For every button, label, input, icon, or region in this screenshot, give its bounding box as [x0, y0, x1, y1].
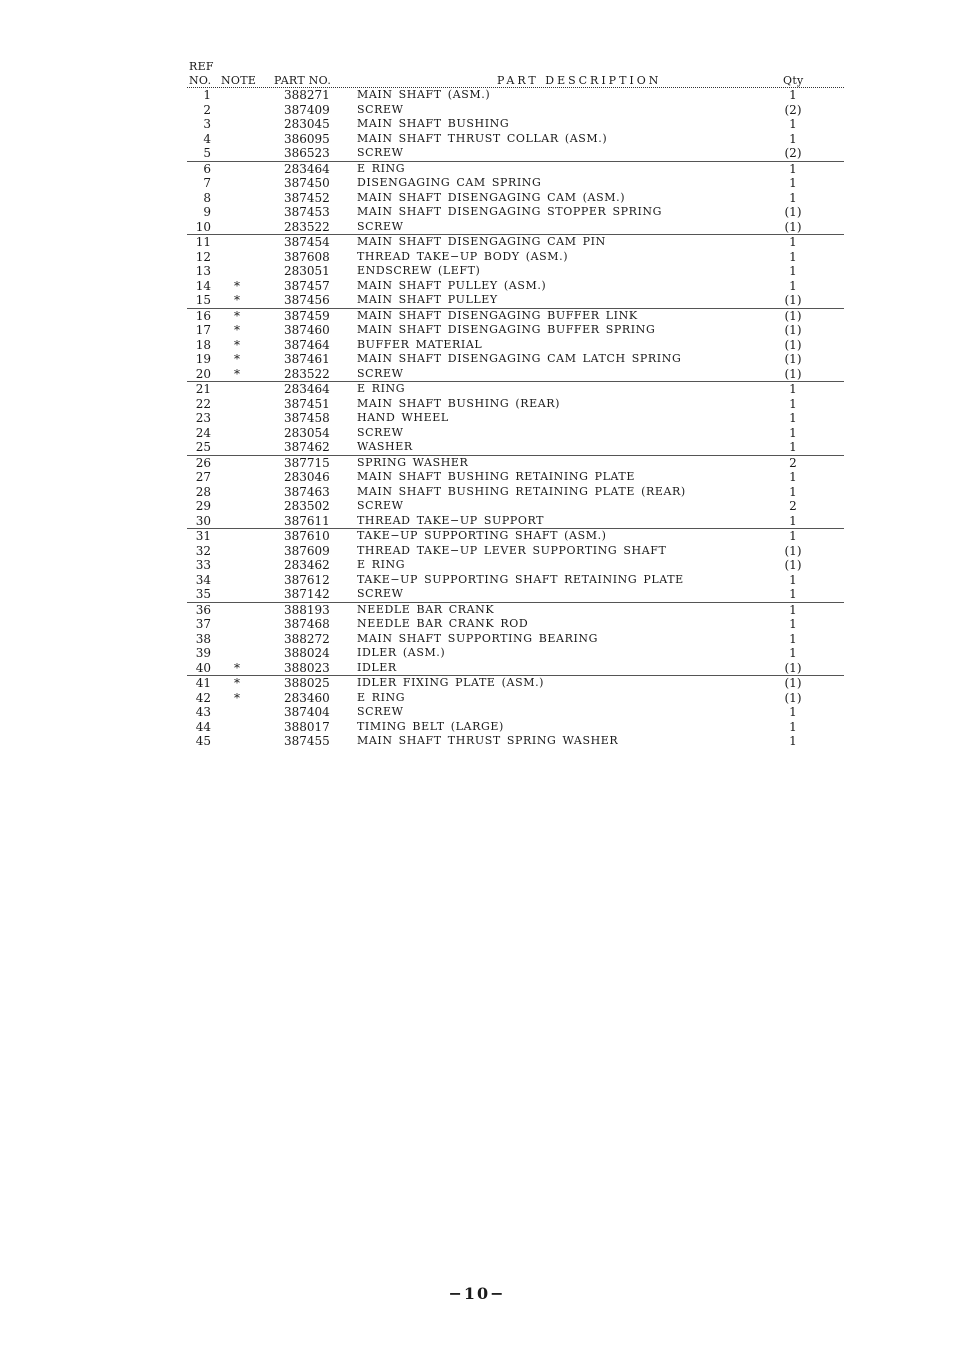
description-cell: IDLER FIXING PLATE (ASM.) — [357, 676, 545, 689]
qty-cell: 1 — [789, 190, 797, 205]
qty-cell: (1) — [784, 219, 802, 234]
description-cell: MAIN SHAFT DISENGAGING BUFFER LINK — [357, 308, 638, 322]
description-cell: MAIN SHAFT SUPPORTING BEARING — [357, 631, 599, 645]
description-cell: THREAD TAKE−UP SUPPORT — [357, 513, 545, 527]
qty-cell: (1) — [784, 293, 802, 307]
ref-cell: 3 — [203, 117, 211, 131]
table-row — [187, 367, 844, 383]
qty-cell: 1 — [789, 411, 797, 425]
ref-cell: 1 — [203, 88, 211, 102]
part-number-cell: 388024 — [284, 646, 330, 660]
ref-cell: 22 — [195, 396, 211, 411]
ref-cell: 30 — [195, 513, 211, 528]
table-row — [187, 470, 844, 485]
table-row — [187, 603, 844, 618]
description-cell: MAIN SHAFT BUSHING (REAR) — [357, 396, 561, 410]
qty-cell: 1 — [789, 602, 797, 617]
qty-cell: (1) — [784, 690, 802, 705]
description-cell: SCREW — [357, 146, 404, 159]
qty-cell: 1 — [789, 117, 797, 131]
ref-cell: 31 — [195, 529, 211, 543]
table-row — [187, 146, 844, 162]
description-cell: MAIN SHAFT THRUST COLLAR (ASM.) — [357, 131, 608, 145]
note-cell: * — [234, 323, 240, 337]
table-row — [187, 117, 844, 132]
ref-cell: 6 — [203, 161, 211, 176]
qty-cell: 1 — [789, 529, 797, 543]
description-cell: ENDSCREW (LEFT) — [357, 264, 481, 277]
description-cell: HAND WHEEL — [357, 411, 449, 424]
qty-cell: 2 — [789, 455, 797, 470]
qty-cell: (2) — [784, 102, 802, 117]
ref-cell: 39 — [195, 646, 211, 660]
part-number-cell: 386523 — [284, 146, 330, 160]
qty-cell: 1 — [789, 382, 797, 396]
description-cell: MAIN SHAFT BUSHING RETAINING PLATE (REAR) — [357, 484, 686, 498]
table-row — [187, 426, 844, 441]
qty-cell: 1 — [789, 631, 797, 646]
qty-cell: 1 — [789, 396, 797, 411]
qty-cell: 1 — [789, 176, 797, 190]
part-number-cell: 387610 — [284, 529, 330, 543]
part-number-cell: 283046 — [284, 470, 330, 484]
ref-cell: 24 — [195, 425, 211, 440]
ref-cell: 20 — [195, 366, 211, 381]
table-row — [187, 382, 844, 397]
qty-cell: 1 — [789, 646, 797, 660]
part-number-cell: 387455 — [284, 734, 330, 748]
ref-cell: 2 — [203, 102, 211, 117]
ref-cell: 41 — [195, 676, 211, 690]
ref-cell: 4 — [203, 131, 211, 146]
ref-cell: 26 — [195, 455, 211, 470]
table-row — [187, 617, 844, 632]
table-row — [187, 309, 844, 324]
description-cell: SCREW — [357, 425, 404, 439]
table-row — [187, 132, 844, 147]
header-part-description: PART DESCRIPTION — [497, 74, 662, 87]
qty-cell: (1) — [784, 352, 802, 366]
part-number-cell: 283464 — [284, 161, 330, 176]
table-row — [187, 88, 844, 103]
qty-cell: (1) — [784, 337, 802, 352]
qty-cell: 1 — [789, 278, 797, 293]
part-number-cell: 283502 — [284, 499, 330, 513]
table-row — [187, 499, 844, 514]
table-row — [187, 279, 844, 294]
table-row — [187, 632, 844, 647]
table-row — [187, 691, 844, 706]
part-number-cell: 283051 — [284, 264, 330, 278]
qty-cell: 2 — [789, 499, 797, 513]
part-number-cell: 387611 — [284, 513, 330, 528]
ref-cell: 17 — [195, 323, 211, 337]
part-number-cell: 387612 — [284, 572, 330, 587]
description-cell: MAIN SHAFT DISENGAGING CAM LATCH SPRING — [357, 352, 682, 365]
qty-cell: (1) — [784, 660, 802, 675]
part-number-cell: 388272 — [284, 631, 330, 646]
ref-cell: 10 — [195, 219, 211, 234]
qty-cell: (1) — [784, 366, 802, 381]
description-cell: TAKE−UP SUPPORTING SHAFT RETAINING PLATE — [357, 572, 684, 586]
description-cell: BUFFER MATERIAL — [357, 337, 483, 351]
table-row — [187, 573, 844, 588]
table-row — [187, 323, 844, 338]
part-number-cell: 283464 — [284, 382, 330, 396]
qty-cell: 1 — [789, 513, 797, 528]
table-row — [187, 352, 844, 367]
qty-cell: 1 — [789, 705, 797, 719]
page-number: −10− — [448, 1284, 506, 1303]
ref-cell: 25 — [195, 440, 211, 454]
table-row — [187, 397, 844, 412]
table-row — [187, 103, 844, 118]
part-number-cell: 386095 — [284, 131, 330, 146]
qty-cell: (1) — [784, 308, 802, 323]
qty-cell: 1 — [789, 264, 797, 278]
description-cell: THREAD TAKE−UP LEVER SUPPORTING SHAFT — [357, 543, 667, 557]
table-row — [187, 558, 844, 573]
ref-cell: 27 — [195, 470, 211, 484]
ref-cell: 42 — [195, 690, 211, 705]
part-number-cell: 387453 — [284, 205, 330, 219]
table-row — [187, 587, 844, 603]
description-cell: MAIN SHAFT BUSHING RETAINING PLATE — [357, 470, 635, 483]
part-number-cell: 387461 — [284, 352, 330, 366]
part-number-cell: 387458 — [284, 411, 330, 425]
qty-cell: 1 — [789, 131, 797, 146]
description-cell: MAIN SHAFT DISENGAGING BUFFER SPRING — [357, 323, 656, 336]
ref-cell: 19 — [195, 352, 211, 366]
ref-cell: 5 — [203, 146, 211, 160]
qty-cell: 1 — [789, 470, 797, 484]
part-number-cell: 283522 — [284, 366, 330, 381]
ref-cell: 21 — [195, 382, 211, 396]
note-cell: * — [234, 337, 240, 352]
table-row — [187, 293, 844, 309]
table-row — [187, 191, 844, 206]
qty-cell: 1 — [789, 617, 797, 631]
ref-cell: 33 — [195, 558, 211, 572]
ref-cell: 40 — [195, 660, 211, 675]
table-row — [187, 264, 844, 279]
part-number-cell: 387452 — [284, 190, 330, 205]
table-row — [187, 440, 844, 456]
ref-cell: 38 — [195, 631, 211, 646]
part-number-cell: 283054 — [284, 425, 330, 440]
description-cell: IDLER — [357, 660, 397, 674]
header-qty: Qty — [783, 74, 804, 87]
header-ref-no: NO. — [189, 74, 212, 87]
description-cell: THREAD TAKE−UP BODY (ASM.) — [357, 249, 569, 263]
table-row — [187, 411, 844, 426]
description-cell: NEEDLE BAR CRANK ROD — [357, 617, 529, 630]
description-cell: IDLER (ASM.) — [357, 646, 446, 659]
table-row — [187, 544, 844, 559]
description-cell: SCREW — [357, 102, 404, 116]
ref-cell: 29 — [195, 499, 211, 513]
qty-cell: 1 — [789, 425, 797, 440]
description-cell: E RING — [357, 161, 406, 175]
part-number-cell: 387460 — [284, 323, 330, 337]
ref-cell: 9 — [203, 205, 211, 219]
description-cell: SCREW — [357, 705, 404, 718]
description-cell: SCREW — [357, 219, 404, 233]
part-number-cell: 283522 — [284, 219, 330, 234]
table-row — [187, 514, 844, 530]
ref-cell: 43 — [195, 705, 211, 719]
part-number-cell: 387456 — [284, 293, 330, 307]
ref-cell: 37 — [195, 617, 211, 631]
table-row — [187, 456, 844, 471]
note-cell: * — [234, 690, 240, 705]
description-cell: SCREW — [357, 366, 404, 380]
description-cell: SCREW — [357, 499, 404, 512]
part-number-cell: 387609 — [284, 543, 330, 558]
qty-cell: 1 — [789, 161, 797, 176]
part-number-cell: 388023 — [284, 660, 330, 675]
table-row — [187, 646, 844, 661]
ref-cell: 44 — [195, 719, 211, 734]
table-row — [187, 176, 844, 191]
part-number-cell: 387454 — [284, 235, 330, 249]
part-number-cell: 283045 — [284, 117, 330, 131]
part-number-cell: 387409 — [284, 102, 330, 117]
header-ref-top: REF — [189, 60, 214, 73]
note-cell: * — [234, 366, 240, 381]
table-body — [187, 88, 844, 749]
table-row — [187, 529, 844, 544]
part-number-cell: 387451 — [284, 396, 330, 411]
table-header — [187, 60, 844, 88]
part-number-cell: 387450 — [284, 176, 330, 190]
note-cell: * — [234, 660, 240, 675]
description-cell: MAIN SHAFT PULLEY — [357, 293, 498, 306]
description-cell: WASHER — [357, 440, 413, 453]
parts-list-table — [187, 60, 844, 749]
description-cell: MAIN SHAFT DISENGAGING CAM PIN — [357, 235, 606, 248]
qty-cell: 1 — [789, 719, 797, 734]
description-cell: MAIN SHAFT DISENGAGING STOPPER SPRING — [357, 205, 663, 218]
table-row — [187, 734, 844, 749]
ref-cell: 28 — [195, 484, 211, 499]
note-cell: * — [234, 308, 240, 323]
part-number-cell: 387142 — [284, 587, 330, 601]
part-number-cell: 388193 — [284, 602, 330, 617]
qty-cell: 1 — [789, 484, 797, 499]
note-cell: * — [234, 278, 240, 293]
qty-cell: 1 — [789, 734, 797, 748]
description-cell: E RING — [357, 558, 406, 571]
part-number-cell: 387468 — [284, 617, 330, 631]
ref-cell: 15 — [195, 293, 211, 307]
part-number-cell: 387404 — [284, 705, 330, 719]
part-number-cell: 388017 — [284, 719, 330, 734]
qty-cell: (1) — [784, 323, 802, 337]
part-number-cell: 283462 — [284, 558, 330, 572]
table-row — [187, 338, 844, 353]
description-cell: DISENGAGING CAM SPRING — [357, 176, 542, 189]
part-number-cell: 388025 — [284, 676, 330, 690]
ref-cell: 14 — [195, 278, 211, 293]
part-number-cell: 388271 — [284, 88, 330, 102]
description-cell: SCREW — [357, 587, 404, 600]
ref-cell: 7 — [203, 176, 211, 190]
description-cell: MAIN SHAFT BUSHING — [357, 117, 510, 130]
description-cell: MAIN SHAFT (ASM.) — [357, 88, 491, 101]
ref-cell: 13 — [195, 264, 211, 278]
table-row — [187, 661, 844, 677]
qty-cell: 1 — [789, 235, 797, 249]
qty-cell: 1 — [789, 587, 797, 601]
table-row — [187, 162, 844, 177]
table-row — [187, 485, 844, 500]
description-cell: MAIN SHAFT PULLEY (ASM.) — [357, 278, 547, 292]
qty-cell: (1) — [784, 676, 802, 690]
ref-cell: 36 — [195, 602, 211, 617]
table-row — [187, 720, 844, 735]
description-cell: TAKE−UP SUPPORTING SHAFT (ASM.) — [357, 529, 607, 542]
ref-cell: 12 — [195, 249, 211, 264]
table-row — [187, 220, 844, 236]
ref-cell: 45 — [195, 734, 211, 748]
qty-cell: (1) — [784, 558, 802, 572]
qty-cell: 1 — [789, 572, 797, 587]
table-row — [187, 676, 844, 691]
part-number-cell: 387464 — [284, 337, 330, 352]
part-number-cell: 283460 — [284, 690, 330, 705]
part-number-cell: 387463 — [284, 484, 330, 499]
description-cell: TIMING BELT (LARGE) — [357, 719, 504, 733]
qty-cell: (2) — [784, 146, 802, 160]
ref-cell: 34 — [195, 572, 211, 587]
description-cell: NEEDLE BAR CRANK — [357, 602, 495, 616]
part-number-cell: 387459 — [284, 308, 330, 323]
part-number-cell: 387457 — [284, 278, 330, 293]
description-cell: MAIN SHAFT THRUST SPRING WASHER — [357, 734, 619, 747]
ref-cell: 32 — [195, 543, 211, 558]
qty-cell: (1) — [784, 543, 802, 558]
note-cell: * — [234, 352, 240, 366]
description-cell: MAIN SHAFT DISENGAGING CAM (ASM.) — [357, 190, 626, 204]
qty-cell: 1 — [789, 440, 797, 454]
table-row — [187, 235, 844, 250]
qty-cell: 1 — [789, 249, 797, 264]
ref-cell: 23 — [195, 411, 211, 425]
note-cell: * — [234, 676, 240, 690]
description-cell: SPRING WASHER — [357, 455, 469, 469]
table-row — [187, 250, 844, 265]
header-note: NOTE — [221, 74, 257, 87]
ref-cell: 18 — [195, 337, 211, 352]
table-row — [187, 205, 844, 220]
header-part-no: PART NO. — [274, 74, 332, 87]
table-row — [187, 705, 844, 720]
ref-cell: 16 — [195, 308, 211, 323]
description-cell: E RING — [357, 382, 406, 395]
part-number-cell: 387715 — [284, 455, 330, 470]
ref-cell: 8 — [203, 190, 211, 205]
qty-cell: (1) — [784, 205, 802, 219]
qty-cell: 1 — [789, 88, 797, 102]
ref-cell: 35 — [195, 587, 211, 601]
part-number-cell: 387608 — [284, 249, 330, 264]
note-cell: * — [234, 293, 240, 307]
ref-cell: 11 — [195, 235, 211, 249]
description-cell: E RING — [357, 690, 406, 704]
part-number-cell: 387462 — [284, 440, 330, 454]
